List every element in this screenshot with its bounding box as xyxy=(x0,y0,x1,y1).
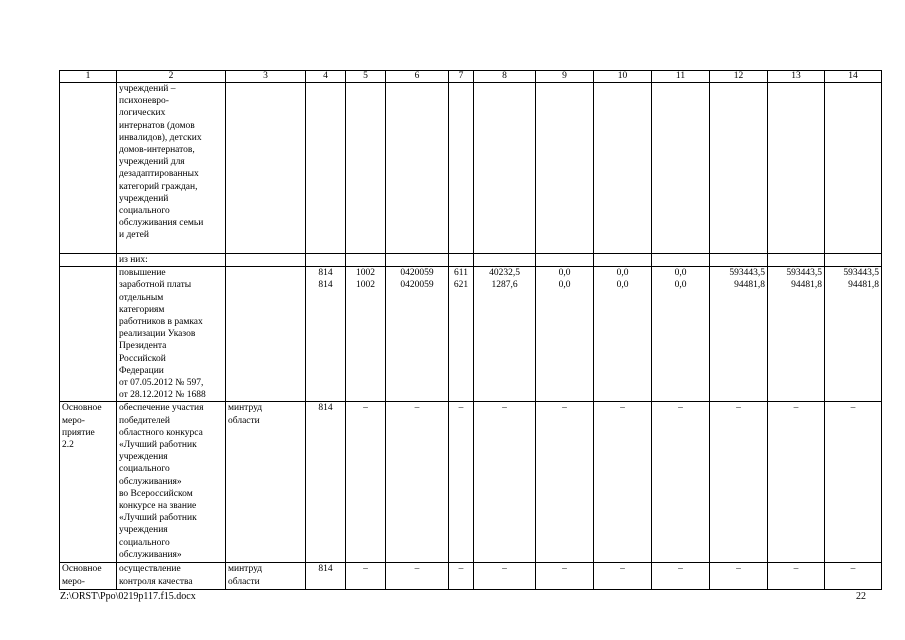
cell-line: учреждения xyxy=(119,452,168,463)
dash-cell: – xyxy=(536,563,594,590)
cell-line: категориям xyxy=(119,304,165,315)
cell-empty xyxy=(768,83,825,254)
cell-empty xyxy=(306,83,346,254)
cell-line: Федерации xyxy=(119,365,164,376)
cell-line: 2.2 xyxy=(62,440,74,451)
cell-line: минтруд xyxy=(228,403,263,414)
value-cell: 814 xyxy=(306,267,346,280)
cell-empty xyxy=(346,254,386,267)
value-cell: 0,0 xyxy=(594,279,652,402)
cell-line: повышение xyxy=(119,268,166,279)
table-row xyxy=(60,402,882,563)
value-cell: 0,0 xyxy=(652,279,710,402)
cell-empty xyxy=(449,254,474,267)
cell-empty xyxy=(60,279,117,402)
cell-empty xyxy=(474,83,536,254)
value-cell: 621 xyxy=(449,279,474,402)
value-cell: 94481,8 xyxy=(710,279,768,402)
cell-line: Основное xyxy=(62,403,102,414)
dash-cell: – xyxy=(449,563,474,590)
header-cell: 4 xyxy=(306,71,346,83)
value-cell: 40232,5 xyxy=(474,267,536,280)
dash-cell: – xyxy=(710,402,768,563)
cell-line: работников в рамках xyxy=(119,317,203,328)
dash-cell: – xyxy=(386,402,449,563)
cell-line: социального xyxy=(119,464,170,475)
value-cell: 0,0 xyxy=(536,267,594,280)
table-row xyxy=(60,563,882,590)
value-cell: 593443,5 xyxy=(825,267,882,280)
value-cell: 1002 xyxy=(346,279,386,402)
cell-line: дезадаптированных xyxy=(119,169,199,180)
cell-line: конкурсе на звание xyxy=(119,501,197,512)
cell-empty xyxy=(60,83,117,254)
page-number: 22 xyxy=(856,591,866,602)
dash-cell: – xyxy=(594,402,652,563)
cell-empty xyxy=(346,83,386,254)
executor-cell xyxy=(226,402,306,563)
code-cell: 814 xyxy=(306,563,346,590)
header-cell: 14 xyxy=(825,71,882,83)
budget-table xyxy=(59,70,882,590)
value-cell: 814 xyxy=(306,279,346,402)
cell-line: реализации Указов xyxy=(119,329,196,340)
header-cell: 12 xyxy=(710,71,768,83)
cell-empty xyxy=(60,267,117,280)
cell-empty xyxy=(825,83,882,254)
cell-line: социального xyxy=(119,537,170,548)
cell-line: домов-интернатов, xyxy=(119,145,195,156)
dash-cell: – xyxy=(652,563,710,590)
value-cell: 611 xyxy=(449,267,474,280)
table-row xyxy=(60,267,882,280)
cell-line: контроля качества xyxy=(119,576,193,587)
cell-empty xyxy=(594,83,652,254)
header-cell: 6 xyxy=(386,71,449,83)
cell-line: учреждений xyxy=(119,193,169,204)
cell-line: обслуживания» xyxy=(119,549,182,560)
description-cell xyxy=(117,279,226,402)
cell-line: Президента xyxy=(119,341,167,352)
value-cell: 593443,5 xyxy=(768,267,825,280)
header-cell: 11 xyxy=(652,71,710,83)
cell-line: обеспечение участия xyxy=(119,403,204,414)
description-cell: из них: xyxy=(117,254,226,267)
description-cell xyxy=(117,267,226,280)
cell-empty xyxy=(652,83,710,254)
cell-line: от 28.12.2012 № 1688 xyxy=(119,390,206,401)
cell-line: от 07.05.2012 № 597, xyxy=(119,378,204,389)
cell-line: меро- xyxy=(62,576,85,587)
table-body xyxy=(60,71,882,590)
header-cell: 5 xyxy=(346,71,386,83)
dash-cell: – xyxy=(449,402,474,563)
cell-empty xyxy=(474,254,536,267)
dash-cell: – xyxy=(346,563,386,590)
dash-cell: – xyxy=(474,563,536,590)
table-row xyxy=(60,254,882,267)
cell-empty xyxy=(449,83,474,254)
cell-line: учреждения xyxy=(119,525,168,536)
value-cell: 1002 xyxy=(346,267,386,280)
cell-line: «Лучший работник xyxy=(119,440,197,451)
cell-line: победителей xyxy=(119,415,170,426)
value-cell: 0420059 xyxy=(386,279,449,402)
dash-cell: – xyxy=(386,563,449,590)
cell-line: осуществление xyxy=(119,564,181,575)
cell-line: Российской xyxy=(119,353,166,364)
description-cell xyxy=(117,402,226,563)
cell-line: психоневро- xyxy=(119,96,169,107)
header-cell: 9 xyxy=(536,71,594,83)
cell-empty xyxy=(710,254,768,267)
cell-empty xyxy=(710,83,768,254)
dash-cell: – xyxy=(346,402,386,563)
value-cell: 0,0 xyxy=(594,267,652,280)
dash-cell: – xyxy=(474,402,536,563)
header-cell: 7 xyxy=(449,71,474,83)
cell-empty xyxy=(768,254,825,267)
dash-cell: – xyxy=(768,402,825,563)
description-cell xyxy=(117,83,226,254)
dash-cell: – xyxy=(825,402,882,563)
cell-empty xyxy=(386,83,449,254)
header-row xyxy=(60,71,882,83)
value-cell: 94481,8 xyxy=(768,279,825,402)
dash-cell: – xyxy=(710,563,768,590)
cell-line: минтруд xyxy=(228,564,263,575)
cell-line: логических xyxy=(119,108,166,119)
header-cell: 3 xyxy=(226,71,306,83)
cell-empty xyxy=(226,83,306,254)
table-row xyxy=(60,279,882,402)
cell-empty xyxy=(60,254,117,267)
cell-line: области xyxy=(228,576,260,587)
cell-line: отдельным xyxy=(119,292,164,303)
code-cell: 814 xyxy=(306,402,346,563)
header-cell: 8 xyxy=(474,71,536,83)
cell-empty xyxy=(536,254,594,267)
cell-line: учреждений – xyxy=(119,84,176,94)
description-cell xyxy=(117,563,226,590)
cell-line: и детей xyxy=(119,230,149,241)
executor-cell xyxy=(226,563,306,590)
header-cell: 1 xyxy=(60,71,117,83)
cell-line: меро- xyxy=(62,415,85,426)
cell-empty xyxy=(825,254,882,267)
cell-empty xyxy=(226,267,306,280)
cell-line: обслуживания» xyxy=(119,476,182,487)
dash-cell: – xyxy=(652,402,710,563)
value-cell: 0420059 xyxy=(386,267,449,280)
table-row xyxy=(60,83,882,254)
dash-cell: – xyxy=(768,563,825,590)
value-cell: 94481,8 xyxy=(825,279,882,402)
cell-line: социального xyxy=(119,206,170,217)
cell-empty xyxy=(226,254,306,267)
value-cell: 0,0 xyxy=(652,267,710,280)
cell-empty xyxy=(386,254,449,267)
cell-line: инвалидов), детских xyxy=(119,132,202,143)
header-cell: 13 xyxy=(768,71,825,83)
dash-cell: – xyxy=(594,563,652,590)
cell-line: области xyxy=(228,415,260,426)
cell-empty xyxy=(652,254,710,267)
cell-line: интернатов (домов xyxy=(119,120,195,131)
cell-line: учреждений для xyxy=(119,157,185,168)
cell-empty xyxy=(594,254,652,267)
cell-line: областного конкурса xyxy=(119,427,203,438)
header-cell: 2 xyxy=(117,71,226,83)
cell-empty xyxy=(306,254,346,267)
dash-cell: – xyxy=(536,402,594,563)
cell-empty xyxy=(536,83,594,254)
cell-line: категорий граждан, xyxy=(119,181,198,192)
cell-line: во Всероссийском xyxy=(119,488,193,499)
dash-cell: – xyxy=(825,563,882,590)
cell-line: Основное xyxy=(62,564,102,575)
cell-line: обслуживания семьи xyxy=(119,218,204,229)
cell-line: «Лучший работник xyxy=(119,513,197,524)
value-cell: 593443,5 xyxy=(710,267,768,280)
value-cell: 0,0 xyxy=(536,279,594,402)
cell-empty xyxy=(226,279,306,402)
cell-line: приятие xyxy=(62,427,95,438)
value-cell: 1287,6 xyxy=(474,279,536,402)
file-path: Z:\ORST\Ppo\0219p117.f15.docx xyxy=(60,591,196,602)
measure-label-cell xyxy=(60,402,117,563)
cell-line: заработной платы xyxy=(119,280,192,291)
header-cell: 10 xyxy=(594,71,652,83)
measure-label-cell xyxy=(60,563,117,590)
